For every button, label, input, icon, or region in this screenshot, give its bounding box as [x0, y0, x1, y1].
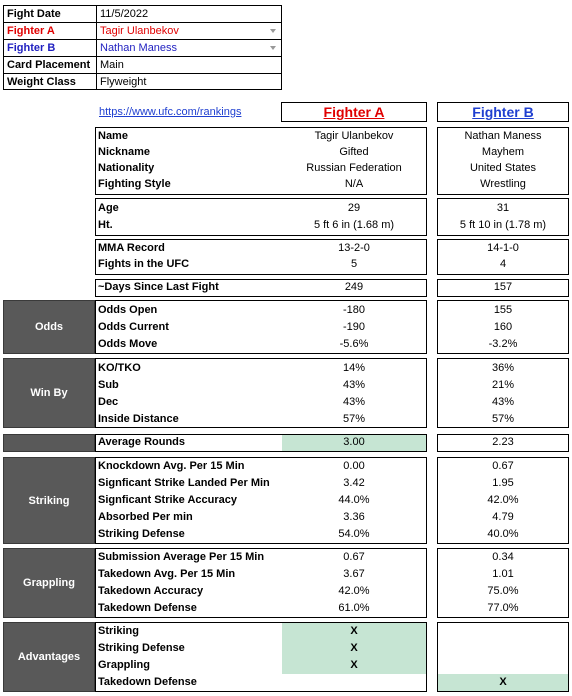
striking-label: Knockdown Avg. Per 15 Min	[98, 460, 245, 472]
striking-value-b[interactable]: 42.0%	[487, 494, 519, 506]
fight-date-label: Fight Date	[3, 5, 96, 22]
odds-value-b[interactable]: -3.2%	[488, 338, 518, 350]
advantages-label: Striking Defense	[98, 642, 185, 654]
fight-date-row	[3, 5, 282, 22]
card-placement-label: Card Placement	[3, 56, 96, 73]
advantages-label: Striking	[98, 625, 139, 637]
advantages-value-b[interactable]: X	[499, 676, 507, 688]
odds-label: Odds Move	[98, 338, 158, 350]
profile-value-a[interactable]: Tagir Ulanbekov	[314, 130, 394, 142]
advantages-value-a[interactable]: X	[350, 659, 358, 671]
body-value-a[interactable]: 5 ft 6 in (1.68 m)	[313, 219, 395, 231]
profile-value-b[interactable]: United States	[469, 162, 537, 174]
winby-value-b[interactable]: 43%	[491, 396, 515, 408]
advantages-value-b[interactable]	[438, 623, 568, 640]
striking-value-a[interactable]: 0.00	[343, 460, 365, 472]
grappling-label: Takedown Accuracy	[98, 585, 204, 597]
winby-label: KO/TKO	[98, 362, 141, 374]
card-placement-value[interactable]: Main	[96, 56, 282, 73]
rounds-value-b[interactable]: 2.23	[492, 436, 514, 448]
odds-value-b[interactable]: 160	[493, 321, 513, 333]
card-placement-row	[3, 56, 282, 73]
weight-class-row	[3, 73, 282, 90]
odds-value-b[interactable]: 155	[493, 304, 513, 316]
odds-value-a[interactable]: -190	[342, 321, 366, 333]
odds-value-a[interactable]: -180	[342, 304, 366, 316]
grappling-label: Takedown Avg. Per 15 Min	[98, 568, 236, 580]
grappling-value-a[interactable]: 61.0%	[338, 602, 370, 614]
advantages-section-label: Advantages	[3, 622, 95, 692]
striking-value-b[interactable]: 0.67	[492, 460, 514, 472]
winby-label: Sub	[98, 379, 119, 391]
striking-label: Signficant Strike Landed Per Min	[98, 477, 270, 489]
fighter-a-column-title: Fighter A	[281, 102, 427, 122]
fighter-b-value: Nathan Maness	[100, 42, 178, 54]
grappling-value-a[interactable]: 3.67	[343, 568, 365, 580]
advantages-value-b[interactable]	[438, 640, 568, 657]
odds-value-a[interactable]: -5.6%	[339, 338, 369, 350]
weight-class-label: Weight Class	[3, 73, 96, 90]
striking-value-a[interactable]: 3.36	[343, 511, 365, 523]
body-value-a[interactable]: 29	[347, 202, 361, 214]
profile-value-a[interactable]: N/A	[344, 178, 364, 190]
record-label: MMA Record	[98, 242, 165, 254]
profile-value-b[interactable]: Mayhem	[481, 146, 525, 158]
record-value-b[interactable]: 4	[499, 258, 507, 270]
profile-label: Nationality	[98, 162, 155, 174]
body-value-b[interactable]: 31	[496, 202, 510, 214]
striking-label: Signficant Strike Accuracy	[98, 494, 237, 506]
advantages-label: Takedown Defense	[98, 676, 197, 688]
profile-value-a[interactable]: Russian Federation	[306, 162, 402, 174]
days-label: ~Days Since Last Fight	[98, 281, 219, 293]
fighter-b-label: Fighter B	[3, 39, 96, 56]
grappling-section-label: Grappling	[3, 548, 95, 618]
fighter-a-row	[3, 22, 282, 39]
winby-label: Dec	[98, 396, 119, 408]
fighter-b-column-title: Fighter B	[437, 102, 569, 122]
grappling-value-a[interactable]: 0.67	[343, 551, 365, 563]
body-label: Age	[98, 202, 119, 214]
advantages-label: Grappling	[98, 659, 150, 671]
striking-value-b[interactable]: 1.95	[492, 477, 514, 489]
striking-value-a[interactable]: 44.0%	[338, 494, 370, 506]
profile-label: Name	[98, 130, 128, 142]
chevron-down-icon[interactable]	[270, 29, 276, 33]
winby-value-a[interactable]: 43%	[342, 396, 366, 408]
winby-value-b[interactable]: 36%	[491, 362, 515, 374]
rankings-link[interactable]: https://www.ufc.com/rankings	[99, 106, 242, 118]
days-value-a[interactable]: 249	[344, 281, 364, 293]
grappling-value-b[interactable]: 1.01	[492, 568, 514, 580]
winby-value-a[interactable]: 57%	[342, 413, 366, 425]
profile-label: Nickname	[98, 146, 150, 158]
fighter-a-label: Fighter A	[3, 22, 96, 39]
body-value-b[interactable]: 5 ft 10 in (1.78 m)	[459, 219, 547, 231]
advantages-value-a[interactable]: X	[350, 625, 358, 637]
grappling-value-b[interactable]: 77.0%	[487, 602, 519, 614]
fighter-a-value: Tagir Ulanbekov	[100, 25, 179, 37]
advantages-value-b[interactable]	[438, 657, 568, 674]
grappling-label: Takedown Defense	[98, 602, 197, 614]
record-label: Fights in the UFC	[98, 258, 190, 270]
grappling-value-b[interactable]: 0.34	[492, 551, 514, 563]
striking-value-b[interactable]: 40.0%	[487, 528, 519, 540]
odds-label: Odds Open	[98, 304, 158, 316]
fight-date-value[interactable]: 11/5/2022	[96, 5, 282, 22]
grappling-label: Submission Average Per 15 Min	[98, 551, 265, 563]
winby-value-b[interactable]: 57%	[491, 413, 515, 425]
winby-value-a[interactable]: 43%	[342, 379, 366, 391]
odds-label: Odds Current	[98, 321, 169, 333]
striking-value-a[interactable]: 3.42	[343, 477, 365, 489]
advantages-value-a[interactable]	[282, 674, 426, 691]
profile-label: Fighting Style	[98, 178, 171, 190]
rounds-value-a[interactable]: 3.00	[343, 436, 365, 448]
record-value-a[interactable]: 5	[350, 258, 358, 270]
chevron-down-icon[interactable]	[270, 46, 276, 50]
body-label: Ht.	[98, 219, 113, 231]
weight-class-value[interactable]: Flyweight	[96, 73, 282, 90]
record-value-a[interactable]: 13-2-0	[338, 242, 370, 254]
odds-section-label: Odds	[3, 300, 95, 354]
striking-value-b[interactable]: 4.79	[492, 511, 514, 523]
fighter-b-select[interactable]	[96, 39, 282, 56]
profile-value-b[interactable]: Wrestling	[480, 178, 526, 190]
grappling-value-a[interactable]: 42.0%	[338, 585, 370, 597]
striking-label: Striking Defense	[98, 528, 185, 540]
winby-section-label: Win By	[3, 358, 95, 428]
winby-label: Inside Distance	[98, 413, 179, 425]
striking-label: Absorbed Per min	[98, 511, 193, 523]
rounds-label: Average Rounds	[98, 436, 186, 448]
days-value-b[interactable]: 157	[493, 281, 513, 293]
winby-value-b[interactable]: 21%	[491, 379, 515, 391]
winby-value-a[interactable]: 14%	[342, 362, 366, 374]
rounds-section-bar	[3, 434, 95, 452]
fighter-b-row	[3, 39, 282, 56]
striking-value-a[interactable]: 54.0%	[338, 528, 370, 540]
fighter-a-select[interactable]	[96, 22, 282, 39]
advantages-value-a[interactable]: X	[350, 642, 358, 654]
striking-section-label: Striking	[3, 457, 95, 544]
grappling-value-b[interactable]: 75.0%	[487, 585, 519, 597]
profile-value-a[interactable]: Gifted	[339, 146, 369, 158]
profile-value-b[interactable]: Nathan Maness	[464, 130, 542, 142]
record-value-b[interactable]: 14-1-0	[487, 242, 519, 254]
